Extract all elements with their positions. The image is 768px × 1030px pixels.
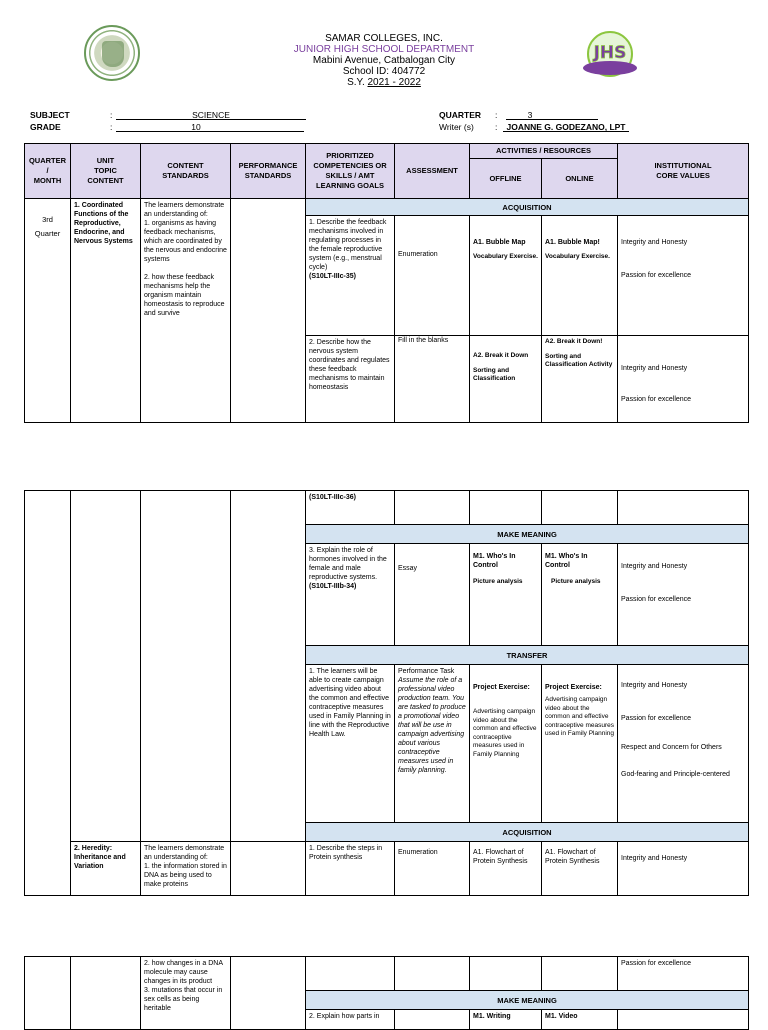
col-quarter-month: QUARTER / MONTH [25,144,71,199]
school-id: School ID: 404772 [342,66,426,77]
core-values-1: Integrity and Honesty Passion for excellence [618,216,749,336]
curriculum-table-page-3 [24,956,749,1030]
band-make-meaning: MAKE MEANING [306,525,749,544]
jhs-logo [578,26,642,84]
band-transfer: TRANSFER [306,646,749,665]
col-online: ONLINE [542,159,618,199]
content-standards-1: The learners demonstrate an understanding of: 1. organisms as having feedback mechanisms, which are coordinated by the nervous and endocrine systems 2. how these feedback mechanisms help the organism maintain homeostasis to reproduce and survive [141,199,231,423]
competency-6: 2. Explain how parts in [306,1010,395,1030]
subject-value: SCIENCE [192,110,230,120]
unit-1-topic: 1. Coordinated Functions of the Reproductive, Endocrine, and Nervous Systems [71,199,141,423]
school-year: S.Y. 2021 - 2022 [347,77,421,88]
quarter-label: QUARTER [439,110,482,120]
assessment-4: Performance Task Assume the role of a professional video production team. You are tasked to produce a promotional video that will be use in campaign advertising about various contraceptive measures used in family planning. [395,665,470,823]
col-assessment: ASSESSMENT [395,144,470,199]
subject-label: SUBJECT [30,110,70,120]
online-activity-5: A1. Flowchart of Protein Synthesis [542,842,618,896]
writer-value: JOANNE G. GODEZANO, LPT [506,122,626,132]
core-values-2: Integrity and Honesty Passion for excellence [618,336,749,423]
content-standards-3: 2. how changes in a DNA molecule may cause changes in its product 3. mutations that occur in sex cells as being heritable [141,957,231,1030]
core-values-6: Passion for excellence [618,957,749,991]
band-make-meaning-2: MAKE MEANING [306,991,749,1010]
offline-activity-2: A2. Break it Down Sorting and Classification [470,336,542,423]
department-name: JUNIOR HIGH SCHOOL DEPARTMENT [293,44,475,55]
col-content-standards: CONTENT STANDARDS [141,144,231,199]
col-activities-resources: ACTIVITIES / RESOURCES [470,144,618,159]
offline-activity-4: Project Exercise: Advertising campaign video about the common and effective contraceptive measures used in Family Planning [470,665,542,823]
col-unit-topic: UNIT TOPIC CONTENT [71,144,141,199]
unit-1-cont [71,491,141,842]
competency-4: 1. The learners will be able to create campaign advertising video about the common and effective contraceptive measures used in Family Planning in line with the Reproductive Health Law. [306,665,395,823]
performance-standards-1 [231,199,306,423]
col-offline: OFFLINE [470,159,542,199]
offline-activity-1: A1. Bubble Map Vocabulary Exercise. [470,216,542,336]
online-activity-2: A2. Break it Down! Sorting and Classification Activity [542,336,618,423]
quarter-cell: 3rd Quarter [25,199,71,423]
grade-label: GRADE [30,122,61,132]
unit-2-topic: 2. Heredity: Inheritance and Variation [71,842,141,896]
band-acquisition: ACQUISITION [306,199,749,216]
curriculum-table-page-1 [24,143,749,423]
svg-text:JHS: JHS [593,43,627,63]
quarter-value: 3 [527,110,533,120]
assessment-3: Essay [395,544,470,646]
assessment-1: Enumeration [395,216,470,336]
assessment-2: Fill in the blanks [395,336,470,423]
core-values-4: Integrity and Honesty Passion for excellence Respect and Concern for Others God-fearing and Principle-centered [618,665,749,823]
performance-standards-2 [231,842,306,896]
col-performance-standards: PERFORMANCE STANDARDS [231,144,306,199]
grade-value: 10 [191,122,201,132]
online-activity-6: M1. Video [542,1010,618,1030]
competency-2: 2. Describe how the nervous system coordinates and regulates these feedback mechanisms to maintain homeostasis [306,336,395,423]
online-activity-4: Project Exercise: Advertising campaign video about the common and effective contraceptive measures used in Family Planning [542,665,618,823]
samar-colleges-seal [84,25,140,81]
content-standards-1-cont [141,491,231,842]
competency-2-code: (S10LT-IIIc-36) [306,491,395,525]
band-acquisition-2: ACQUISITION [306,823,749,842]
competency-3: 3. Explain the role of hormones involved in the female and male reproductive systems. (S10LT-IIIb-34) [306,544,395,646]
competency-1: 1. Describe the feedback mechanisms involved in regulating processes in the female reproductive system (e.g., menstrual cycle) (S10LT-IIIc-35) [306,216,395,336]
offline-activity-3: M1. Who's In Control Picture analysis [470,544,542,646]
offline-activity-5: A1. Flowchart of Protein Synthesis [470,842,542,896]
col-competencies: PRIORITIZED COMPETENCIES OR SKILLS / AMT LEARNING GOALS [306,144,395,199]
writer-label: Writer (s) [439,122,474,132]
school-name: SAMAR COLLEGES, INC. [325,33,443,44]
quarter-cell-cont [25,491,71,896]
core-values-3: Integrity and Honesty Passion for excellence [618,544,749,646]
core-values-5: Integrity and Honesty [618,842,749,896]
offline-activity-6: M1. Writing [470,1010,542,1030]
online-activity-1: A1. Bubble Map! Vocabulary Exercise. [542,216,618,336]
curriculum-table-page-2 [24,490,749,896]
online-activity-3: M1. Who's In Control Picture analysis [542,544,618,646]
content-standards-2: The learners demonstrate an understanding of: 1. the information stored in DNA as being used to make proteins [141,842,231,896]
col-core-values: INSTITUTIONAL CORE VALUES [618,144,749,199]
competency-5: 1. Describe the steps in Protein synthesis [306,842,395,896]
performance-standards-1-cont [231,491,306,842]
assessment-5: Enumeration [395,842,470,896]
school-address: Mabini Avenue, Catbalogan City [312,55,456,66]
